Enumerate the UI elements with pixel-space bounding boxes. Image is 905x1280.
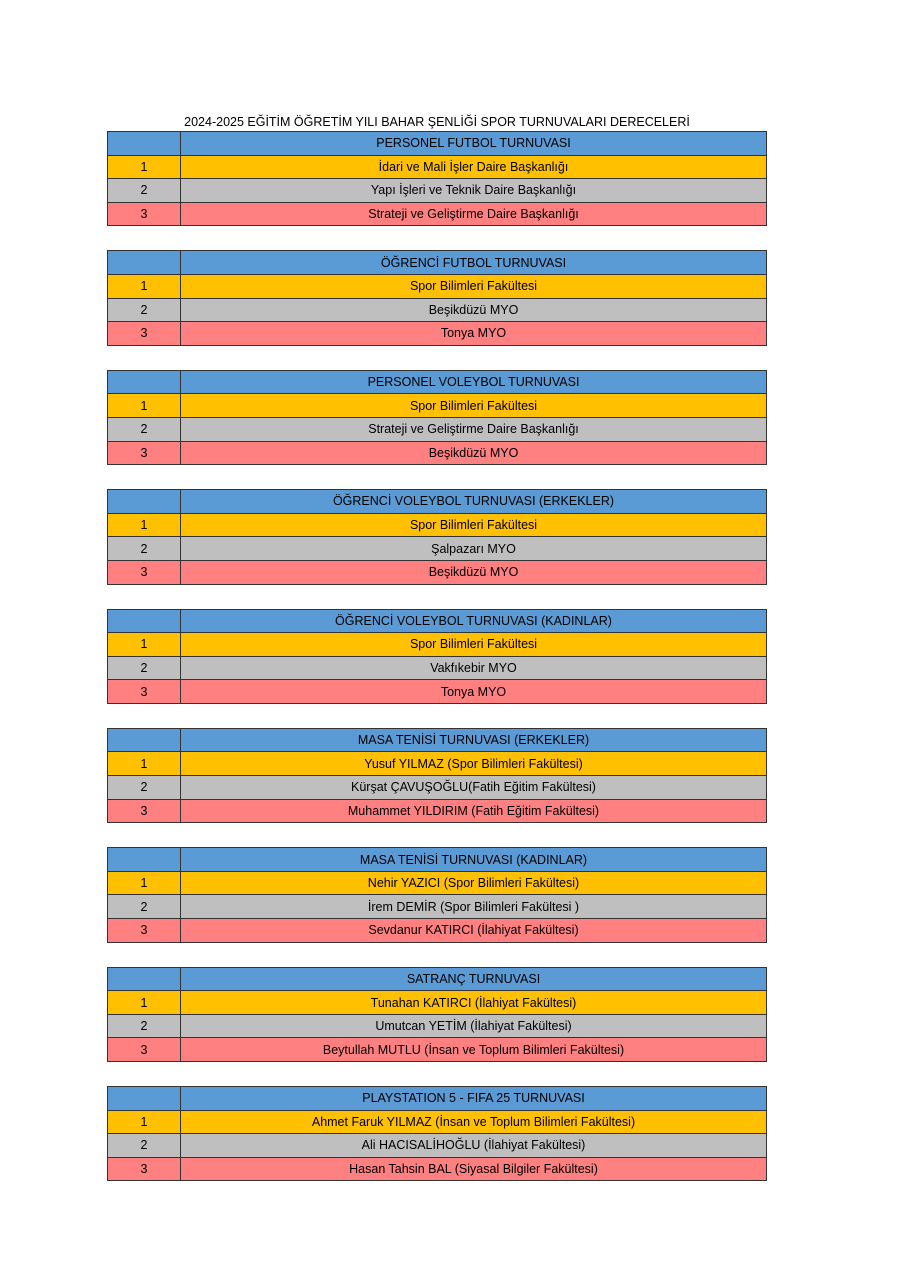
rank-cell: 3 (108, 202, 181, 226)
table-row (108, 560, 767, 584)
rank-cell: 1 (108, 752, 181, 776)
winner-name: Tunahan KATIRCI (İlahiyat Fakültesi) (181, 991, 767, 1015)
winner-name: Tonya MYO (181, 322, 767, 346)
table-row (108, 776, 767, 800)
table-row (108, 633, 767, 657)
table-row (108, 179, 767, 203)
rank-cell: 3 (108, 919, 181, 943)
table-row (108, 322, 767, 346)
rank-cell: 2 (108, 537, 181, 561)
rank-cell: 1 (108, 155, 181, 179)
tournament-title: ÖĞRENCİ VOLEYBOL TURNUVASI (KADINLAR) (181, 609, 767, 633)
rank-cell: 3 (108, 441, 181, 465)
table-row (108, 394, 767, 418)
tournament-table (107, 847, 767, 942)
rank-cell: 1 (108, 633, 181, 657)
rank-header-cell (108, 609, 181, 633)
rank-header-cell (108, 370, 181, 394)
winner-name: Hasan Tahsin BAL (Siyasal Bilgiler Fakültesi) (181, 1157, 767, 1181)
tournament-title: PERSONEL VOLEYBOL TURNUVASI (181, 370, 767, 394)
rank-cell: 1 (108, 991, 181, 1015)
rank-cell: 1 (108, 513, 181, 537)
winner-name: Sevdanur KATIRCI (İlahiyat Fakültesi) (181, 919, 767, 943)
rank-cell: 1 (108, 394, 181, 418)
table-header-row (108, 370, 767, 394)
table-header-row (108, 490, 767, 514)
winner-name: Beşikdüzü MYO (181, 298, 767, 322)
table-row (108, 441, 767, 465)
table-row (108, 298, 767, 322)
table-row (108, 656, 767, 680)
rank-header-cell (108, 848, 181, 872)
table-row (108, 274, 767, 298)
table-row (108, 202, 767, 226)
tournament-tables (107, 131, 767, 1205)
tournament-table (107, 609, 767, 704)
rank-cell: 2 (108, 656, 181, 680)
table-row (108, 155, 767, 179)
table-header-row (108, 967, 767, 991)
rank-header-cell (108, 728, 181, 752)
table-header-row (108, 132, 767, 156)
table-row (108, 991, 767, 1015)
winner-name: Spor Bilimleri Fakültesi (181, 633, 767, 657)
rank-cell: 1 (108, 1110, 181, 1134)
table-header-row (108, 728, 767, 752)
table-row (108, 1110, 767, 1134)
rank-cell: 2 (108, 298, 181, 322)
rank-cell: 3 (108, 1038, 181, 1062)
tournament-title: PERSONEL FUTBOL TURNUVASI (181, 132, 767, 156)
winner-name: Spor Bilimleri Fakültesi (181, 513, 767, 537)
table-row (108, 871, 767, 895)
rank-cell: 2 (108, 1014, 181, 1038)
tournament-table (107, 967, 767, 1062)
table-row (108, 1157, 767, 1181)
table-row (108, 1014, 767, 1038)
winner-name: Spor Bilimleri Fakültesi (181, 274, 767, 298)
table-row (108, 513, 767, 537)
rank-cell: 3 (108, 680, 181, 704)
rank-header-cell (108, 1087, 181, 1111)
table-row (108, 1038, 767, 1062)
winner-name: Tonya MYO (181, 680, 767, 704)
tournament-table (107, 131, 767, 226)
table-header-row (108, 848, 767, 872)
winner-name: Spor Bilimleri Fakültesi (181, 394, 767, 418)
rank-cell: 3 (108, 322, 181, 346)
rank-cell: 2 (108, 895, 181, 919)
table-row (108, 1134, 767, 1158)
winner-name: Kürşat ÇAVUŞOĞLU(Fatih Eğitim Fakültesi) (181, 776, 767, 800)
tournament-title: PLAYSTATION 5 - FIFA 25 TURNUVASI (181, 1087, 767, 1111)
winner-name: İdari ve Mali İşler Daire Başkanlığı (181, 155, 767, 179)
rank-cell: 2 (108, 179, 181, 203)
winner-name: Strateji ve Geliştirme Daire Başkanlığı (181, 202, 767, 226)
table-row (108, 537, 767, 561)
page-title: 2024-2025 EĞİTİM ÖĞRETİM YILI BAHAR ŞENLİĞİ SPOR TURNUVALARI DERECELERİ (184, 115, 690, 129)
tournament-table (107, 250, 767, 345)
rank-cell: 1 (108, 274, 181, 298)
tournament-title: ÖĞRENCİ FUTBOL TURNUVASI (181, 251, 767, 275)
winner-name: Yusuf YILMAZ (Spor Bilimleri Fakültesi) (181, 752, 767, 776)
table-header-row (108, 609, 767, 633)
table-header-row (108, 1087, 767, 1111)
winner-name: Ahmet Faruk YILMAZ (İnsan ve Toplum Bilimleri Fakültesi) (181, 1110, 767, 1134)
table-row (108, 799, 767, 823)
rank-cell: 2 (108, 417, 181, 441)
winner-name: Strateji ve Geliştirme Daire Başkanlığı (181, 417, 767, 441)
table-row (108, 895, 767, 919)
tournament-table (107, 370, 767, 465)
rank-cell: 3 (108, 799, 181, 823)
winner-name: Beytullah MUTLU (İnsan ve Toplum Bilimleri Fakültesi) (181, 1038, 767, 1062)
table-row (108, 919, 767, 943)
winner-name: Yapı İşleri ve Teknik Daire Başkanlığı (181, 179, 767, 203)
tournament-title: ÖĞRENCİ VOLEYBOL TURNUVASI (ERKEKLER) (181, 490, 767, 514)
winner-name: Beşikdüzü MYO (181, 560, 767, 584)
rank-cell: 3 (108, 560, 181, 584)
rank-header-cell (108, 490, 181, 514)
winner-name: Nehir YAZICI (Spor Bilimleri Fakültesi) (181, 871, 767, 895)
rank-cell: 2 (108, 1134, 181, 1158)
winner-name: Beşikdüzü MYO (181, 441, 767, 465)
tournament-title: MASA TENİSİ TURNUVASI (ERKEKLER) (181, 728, 767, 752)
rank-cell: 1 (108, 871, 181, 895)
rank-header-cell (108, 967, 181, 991)
tournament-table (107, 489, 767, 584)
rank-header-cell (108, 132, 181, 156)
table-header-row (108, 251, 767, 275)
table-row (108, 752, 767, 776)
rank-header-cell (108, 251, 181, 275)
rank-cell: 3 (108, 1157, 181, 1181)
winner-name: Ali HACISALİHOĞLU (İlahiyat Fakültesi) (181, 1134, 767, 1158)
winner-name: Muhammet YILDIRIM (Fatih Eğitim Fakültesi) (181, 799, 767, 823)
tournament-table (107, 728, 767, 823)
winner-name: Umutcan YETİM (İlahiyat Fakültesi) (181, 1014, 767, 1038)
tournament-table (107, 1086, 767, 1181)
tournament-title: MASA TENİSİ TURNUVASI (KADINLAR) (181, 848, 767, 872)
rank-cell: 2 (108, 776, 181, 800)
table-row (108, 680, 767, 704)
winner-name: Vakfıkebir MYO (181, 656, 767, 680)
winner-name: Şalpazarı MYO (181, 537, 767, 561)
table-row (108, 417, 767, 441)
tournament-title: SATRANÇ TURNUVASI (181, 967, 767, 991)
winner-name: İrem DEMİR (Spor Bilimleri Fakültesi ) (181, 895, 767, 919)
